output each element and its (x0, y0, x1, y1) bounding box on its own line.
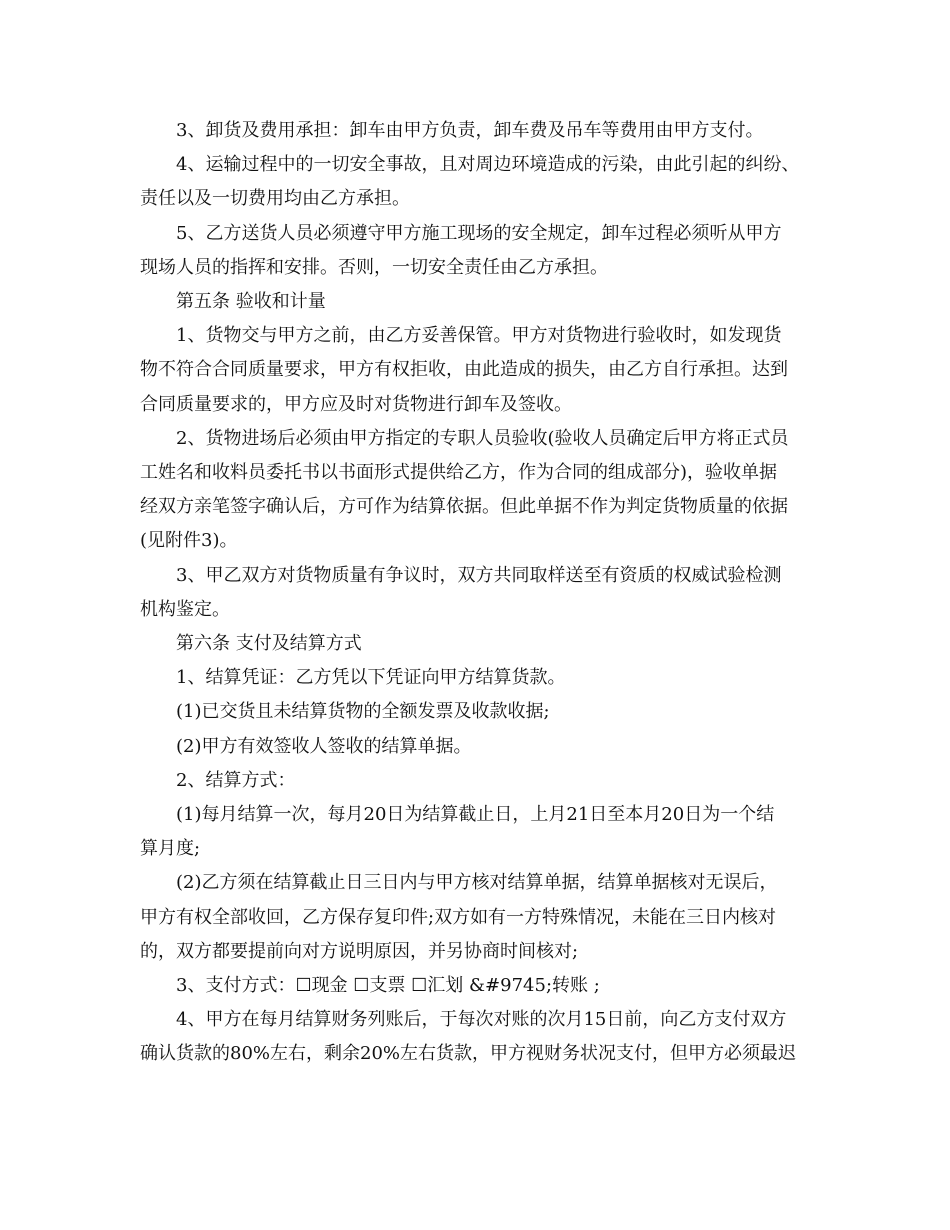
text-line: 物不符合合同质量要求，甲方有权拒收，由此造成的损失，由乙方自行承担。达到 (140, 359, 788, 381)
text-line: 5、乙方送货人员必须遵守甲方施工现场的安全规定，卸车过程必须听从甲方 (176, 222, 782, 244)
article-6-clause-1 (140, 661, 830, 695)
section-heading: 第五条 验收和计量 (176, 291, 326, 313)
text-line: 3、卸货及费用承担：卸车由甲方负责，卸车费及吊车等费用由甲方支付。 (176, 120, 764, 141)
text-line: 责任以及一切费用均由乙方承担。 (140, 188, 410, 210)
clause-4-transport-safety (140, 148, 830, 216)
text-line: 1、结算凭证：乙方凭以下凭证向甲方结算货款。 (176, 667, 566, 689)
clause-5-delivery-staff (140, 217, 830, 285)
text-line: 4、运输过程中的一切安全事故，且对周边环境造成的污染，由此引起的纠纷、 (176, 154, 800, 176)
text-line: 算月度; (140, 838, 201, 860)
text-line: 甲方有权全部收回，乙方保存复印件;双方如有一方特殊情况，未能在三日内核对 (140, 906, 777, 928)
text-line: 3、甲乙双方对货物质量有争议时，双方共同取样送至有资质的权威试验检测 (176, 564, 782, 586)
article-5-clause-1 (140, 319, 830, 422)
text-line: 经双方亲笔签字确认后，方可作为结算依据。但此单据不作为判定货物质量的依据 (140, 496, 788, 518)
text-line: 现场人员的指挥和安排。否则，一切安全责任由乙方承担。 (140, 256, 608, 278)
text-line: 2、货物进场后必须由甲方指定的专职人员验收(验收人员确定后甲方将正式员 (176, 427, 789, 449)
clause-3-unloading (140, 114, 830, 148)
article-6-heading (140, 627, 830, 661)
text-line: 工姓名和收料员委托书以书面形式提供给乙方，作为合同的组成部分)，验收单据 (140, 462, 778, 484)
article-5-clause-3 (140, 559, 830, 627)
text-line: 合同质量要求的，甲方应及时对货物进行卸车及签收。 (140, 393, 572, 415)
text-line: (2)乙方须在结算截止日三日内与甲方核对结算单据，结算单据核对无误后， (176, 872, 778, 894)
text-line: 确认货款的80%左右，剩余20%左右货款，甲方视财务状况支付，但甲方必须最迟 (140, 1043, 797, 1065)
article-6-clause-2 (140, 764, 830, 798)
settlement-item-2 (140, 866, 830, 969)
text-line: 4、甲方在每月结算财务列账后，于每次对账的次月15日前，向乙方支付双方 (176, 1009, 787, 1031)
settlement-item-1 (140, 798, 830, 866)
article-6-item-1 (140, 695, 830, 729)
text-line: 机构鉴定。 (140, 598, 230, 620)
article-5-clause-2 (140, 422, 830, 559)
text-line: 的，双方都要提前向对方说明原因，并另协商时间核对; (140, 940, 579, 962)
text-line: 3、支付方式：☐现金 ☐支票 ☐汇划 &#9745;转账 ; (176, 975, 600, 997)
text-line: (2)甲方有效签收人签收的结算单据。 (176, 735, 472, 757)
text-line: 2、结算方式： (176, 769, 296, 791)
text-line: (见附件3)。 (140, 530, 238, 552)
contract-text (140, 114, 830, 1072)
article-5-heading (140, 285, 830, 319)
article-6-clause-3-payment-method (140, 969, 830, 1003)
text-line: (1)已交货且未结算货物的全额发票及收款收据; (176, 701, 550, 723)
text-line: 1、货物交与甲方之前，由乙方妥善保管。甲方对货物进行验收时，如发现货 (176, 325, 782, 347)
section-heading: 第六条 支付及结算方式 (176, 633, 362, 655)
text-line: (1)每月结算一次，每月20日为结算截止日，上月21日至本月20日为一个结 (176, 804, 775, 826)
article-6-clause-4 (140, 1003, 830, 1071)
article-6-item-2 (140, 730, 830, 764)
